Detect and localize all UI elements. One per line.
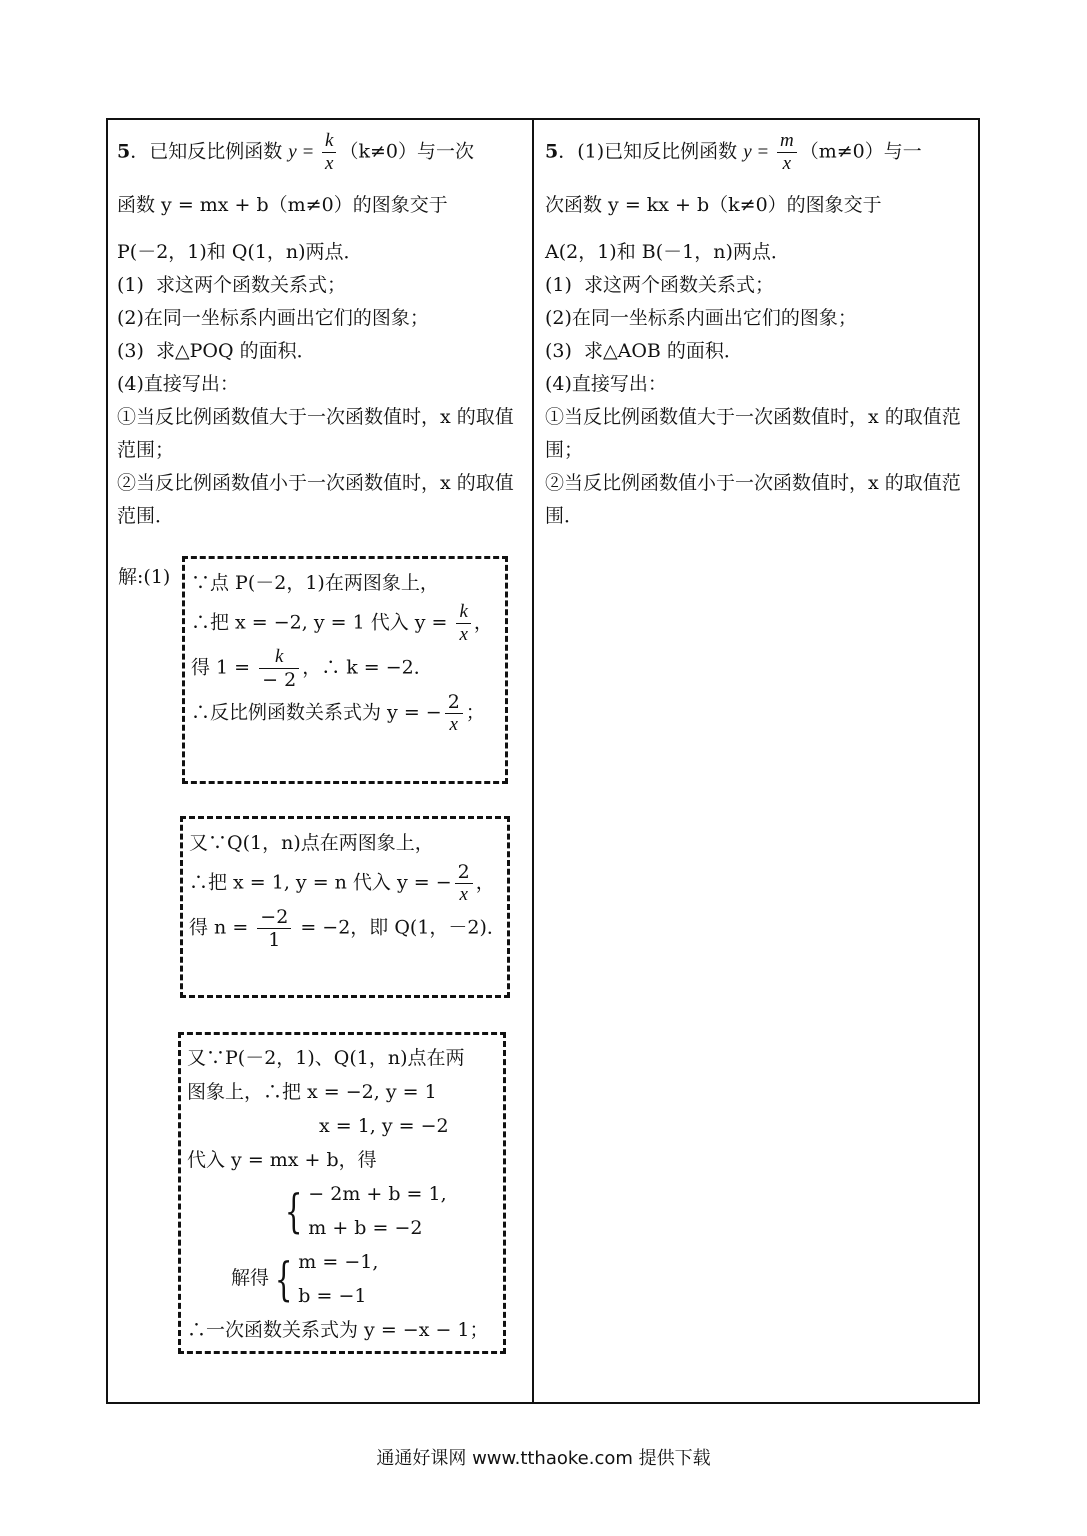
box1-fraction-k-x xyxy=(456,601,470,646)
box2-line3-end: = −2，即 Q(1，－2)． xyxy=(294,916,506,939)
solution-box-2 xyxy=(180,816,510,998)
box1-line2 xyxy=(191,601,499,646)
right-func-fraction xyxy=(777,130,797,175)
box1-line2-end: ， xyxy=(473,611,493,634)
right-q4: (4)直接写出： xyxy=(545,373,667,395)
box2-line3 xyxy=(189,906,506,951)
box3-system-2 xyxy=(187,1245,497,1313)
box2-fraction-neg2-1 xyxy=(257,906,291,951)
box1-frac3-den: x xyxy=(449,714,458,735)
left-intro xyxy=(117,130,527,175)
box1-fraction-2-x xyxy=(445,691,463,736)
right-q3: (3) 求△AOB 的面积． xyxy=(545,340,743,362)
box1-line4 xyxy=(191,691,499,736)
box2-fraction-2-x xyxy=(455,861,473,906)
solution-label: 解:(1) xyxy=(118,566,171,588)
solution-box-1 xyxy=(182,556,508,784)
solve-result-label: 解得 xyxy=(231,1267,270,1289)
box1-frac1-den: x xyxy=(459,624,468,645)
right-problem-number: 5 xyxy=(545,140,559,163)
right-intro xyxy=(545,130,971,175)
right-q2: (2)在同一坐标系内画出它们的图象； xyxy=(545,307,857,329)
right-func-numerator: m xyxy=(777,130,797,153)
left-q4a: ①当反比例函数值大于一次函数值时，x 的取值范围； xyxy=(117,406,514,461)
left-q4b: ②当反比例函数值小于一次函数值时，x 的取值范围． xyxy=(117,472,514,527)
box2-frac1-den: x xyxy=(459,884,468,905)
solution-box-3 xyxy=(178,1032,506,1354)
left-func-fraction xyxy=(322,130,336,175)
box2-line2-end: ， xyxy=(475,871,495,894)
box1-frac1-num: k xyxy=(456,601,470,624)
box3-line2: 图象上，∴把 x = −2, y = 1 xyxy=(187,1081,437,1103)
footer-credit: 通通好课网 www.tthaoke.com 提供下载 xyxy=(376,1448,711,1469)
right-line3: A(2，1)和 B(－1，n)两点． xyxy=(545,241,790,263)
left-q4: (4)直接写出： xyxy=(117,373,239,395)
right-func-denominator: x xyxy=(782,153,792,174)
left-intro-text: ．已知反比例函数 xyxy=(130,140,289,163)
box2-line3-text: 得 n = xyxy=(189,916,255,939)
right-q1: (1) 求这两个函数关系式； xyxy=(545,274,774,296)
right-problem xyxy=(545,130,971,533)
box1-line1: ∵点 P(－2，1)在两图象上， xyxy=(191,572,439,594)
box2-line1: 又∵Q(1，n)点在两图象上， xyxy=(189,832,434,854)
brace-icon: { xyxy=(274,1252,293,1306)
right-q4a: ①当反比例函数值大于一次函数值时，x 的取值范围； xyxy=(545,406,961,461)
right-intro-cond: （m≠0）与一 xyxy=(799,140,922,163)
system-2-eq1: m = −1, xyxy=(298,1251,379,1273)
brace-icon: { xyxy=(284,1184,303,1238)
left-intro-cond: （k≠0）与一次 xyxy=(339,140,475,163)
left-line3: P(－2，1)和 Q(1，n)两点． xyxy=(117,241,363,263)
right-line2: 次函数 y = kx + b（k≠0）的图象交于 xyxy=(545,194,882,216)
left-func-denominator: x xyxy=(325,153,334,174)
box3-line3: x = 1, y = −2 xyxy=(319,1115,449,1137)
system-2-eq2: b = −1 xyxy=(298,1285,367,1307)
box3-line4: 代入 y = mx + b，得 xyxy=(187,1149,377,1171)
box1-frac2-num: k xyxy=(259,646,299,669)
box1-line3 xyxy=(191,646,499,691)
left-func-numerator: k xyxy=(322,130,336,153)
box3-system-1 xyxy=(187,1177,497,1245)
box2-frac2-num: −2 xyxy=(257,906,291,929)
box2-line2 xyxy=(189,861,501,906)
box1-fraction-k-neg2 xyxy=(259,646,299,691)
box1-line2-text: ∴把 x = −2, y = 1 代入 y = xyxy=(191,611,454,634)
box1-frac3-num: 2 xyxy=(445,691,463,714)
left-q2: (2)在同一坐标系内画出它们的图象； xyxy=(117,307,429,329)
box3-last-line: ∴一次函数关系式为 y = −x − 1； xyxy=(187,1319,489,1341)
box1-line4-end: ； xyxy=(465,701,485,724)
box1-line3-end: ，∴ k = −2． xyxy=(302,656,433,679)
left-line2: 函数 y = mx + b（m≠0）的图象交于 xyxy=(117,194,448,216)
right-func-lhs: y = xyxy=(743,141,774,163)
box2-frac1-num: 2 xyxy=(455,861,473,884)
box3-line1: 又∵P(－2，1)、Q(1，n)点在两 xyxy=(187,1047,465,1069)
box2-frac2-den: 1 xyxy=(268,929,281,951)
system-2-equations xyxy=(298,1245,378,1313)
left-q1: (1) 求这两个函数关系式； xyxy=(117,274,346,296)
left-func-lhs: y = xyxy=(288,141,320,163)
left-problem xyxy=(117,130,527,533)
box2-line2-text: ∴把 x = 1, y = n 代入 y = − xyxy=(189,871,452,894)
system-1-eq1: − 2m + b = 1, xyxy=(308,1183,447,1205)
left-q3: (3) 求△POQ 的面积． xyxy=(117,340,316,362)
system-1-equations xyxy=(308,1177,446,1245)
column-divider xyxy=(532,118,534,1404)
box1-frac2-den: − 2 xyxy=(262,669,297,691)
right-intro-text: ．(1)已知反比例函数 xyxy=(558,140,744,163)
left-problem-number: 5 xyxy=(117,140,131,163)
system-1-eq2: m + b = −2 xyxy=(308,1217,423,1239)
box1-line3-text: 得 1 = xyxy=(191,656,257,679)
right-q4b: ②当反比例函数值小于一次函数值时，x 的取值范围． xyxy=(545,472,961,527)
box1-line4-text: ∴反比例函数关系式为 y = − xyxy=(191,701,442,724)
